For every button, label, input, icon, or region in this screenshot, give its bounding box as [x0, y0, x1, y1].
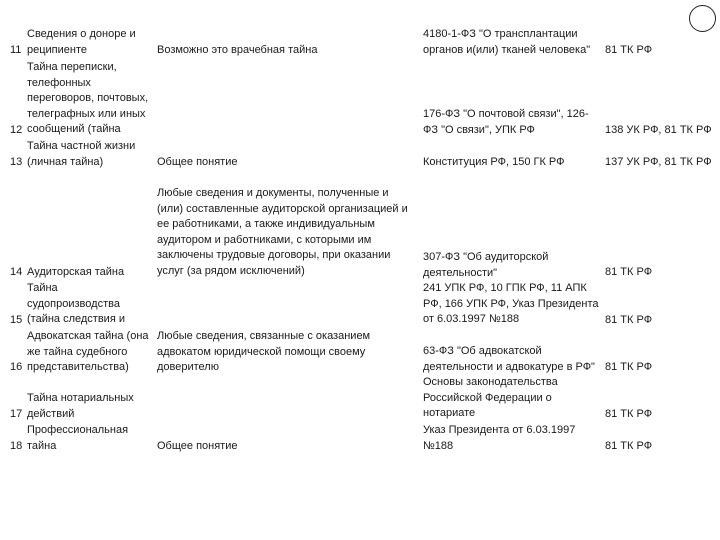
- row-number: 18: [10, 440, 23, 452]
- liability: 138 УК РФ, 81 ТК РФ: [605, 124, 712, 136]
- row-number: 16: [10, 361, 23, 373]
- liability: 81 ТК РФ: [605, 361, 653, 373]
- legal-basis: 241 УПК РФ, 10 ГПК РФ, 11 АПК РФ, 166 УПК РФ, Указ Президента от 6.03.1997 №188: [423, 282, 599, 326]
- row-number: 12: [10, 124, 23, 136]
- secret-type: Тайна нотариальных действий: [27, 392, 134, 420]
- legal-basis: Конституция РФ, 150 ГК РФ: [423, 156, 565, 168]
- circle-button[interactable]: [689, 5, 716, 32]
- row-number: 17: [10, 408, 23, 420]
- secret-definition: Общее понятие: [157, 440, 238, 452]
- liability: 81 ТК РФ: [605, 266, 653, 278]
- secret-type: Профессиональная тайна: [27, 424, 129, 452]
- secret-definition: Любые сведения, связанные с оказанием адвокатом юридической помощи своему доверителю: [157, 330, 371, 374]
- secret-definition: Возможно это врачебная тайна: [157, 44, 318, 56]
- secret-type: Тайна частной жизни (личная тайна): [27, 140, 136, 168]
- liability: 81 ТК РФ: [605, 44, 653, 56]
- legal-basis: Основы законодательства Российской Федерации о нотариате: [423, 376, 558, 420]
- row-number: 15: [10, 314, 23, 326]
- legal-basis: 4180-1-ФЗ "О трансплантации органов и(или) тканей человека": [423, 28, 591, 56]
- liability: 81 ТК РФ: [605, 314, 653, 326]
- legal-basis: Указ Президента от 6.03.1997 №188: [423, 424, 576, 452]
- secret-type: Тайна судопроизводства (тайна следствия и: [27, 282, 125, 326]
- secret-type: Аудиторская тайна: [27, 266, 125, 278]
- liability: 81 ТК РФ: [605, 408, 653, 420]
- liability: 81 ТК РФ: [605, 440, 653, 452]
- legal-basis: 307-ФЗ "Об аудиторской деятельности": [423, 251, 549, 279]
- legal-basis: 63-ФЗ "Об адвокатской деятельности и адвокатуре в РФ": [423, 345, 595, 373]
- legal-basis: 176-ФЗ "О почтовой связи", 126- ФЗ "О связи", УПК РФ: [423, 108, 589, 136]
- liability: 137 УК РФ, 81 ТК РФ: [605, 156, 712, 168]
- secret-type: Адвокатская тайна (она же тайна судебного представительства): [27, 330, 149, 374]
- secret-type: Сведения о доноре и реципиенте: [27, 28, 136, 56]
- row-number: 11: [10, 44, 22, 56]
- secret-definition: Любые сведения и документы, полученные и (или) составленные аудиторской организацией и ее работниками, а также индивидуальным аудитором и работниками, с которыми им заключены трудовые договоры, при оказании услуг (за рядом исключений): [157, 187, 408, 277]
- secret-type: Тайна переписки, телефонных переговоров, почтовых, телеграфных или иных сообщений (тайна: [27, 61, 149, 136]
- row-number: 13: [10, 156, 23, 168]
- secret-definition: Общее понятие: [157, 156, 238, 168]
- row-number: 14: [10, 266, 23, 278]
